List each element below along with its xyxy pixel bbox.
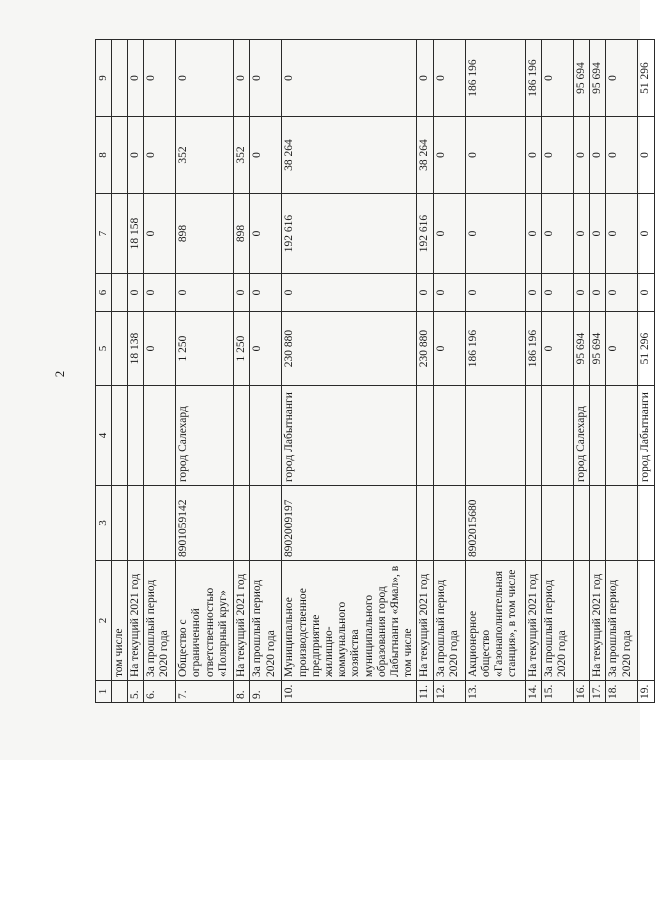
table-cell-col-5: 1 250 — [234, 312, 250, 386]
column-header: 3 — [96, 486, 112, 561]
table-cell-col-4 — [144, 386, 176, 486]
table-cell-col-9: 95 694 — [573, 40, 589, 117]
table-cell-col-9 — [111, 40, 127, 117]
table-cell-col-7: 18 158 — [127, 194, 143, 274]
table-row — [525, 40, 541, 703]
table-cell-col-1: 8. — [234, 681, 250, 703]
table-cell-col-6: 0 — [127, 274, 143, 312]
table-cell-col-3 — [590, 486, 606, 561]
data-table — [95, 39, 655, 703]
table-cell-col-3: 8902009197 — [282, 486, 417, 561]
table-cell-col-4: город Лабытнанги — [282, 386, 417, 486]
table-cell-col-6: 0 — [144, 274, 176, 312]
table-cell-col-7: 0 — [144, 194, 176, 274]
table-cell-col-6: 0 — [573, 274, 589, 312]
table-cell-col-5: 230 880 — [417, 312, 433, 386]
table-cell-col-7 — [111, 194, 127, 274]
table-cell-col-8: 352 — [176, 117, 234, 194]
table-row — [541, 40, 573, 703]
table-cell-col-2: Муниципальное производственное предприятие жилищно-коммунального хозяйства муниципального образования город Лабытнанги «Ямал», в том числе — [282, 561, 417, 681]
table-cell-col-1: 17. — [590, 681, 606, 703]
table-cell-col-2: На текущий 2021 год — [590, 561, 606, 681]
table-cell-col-8: 0 — [525, 117, 541, 194]
column-header: 8 — [96, 117, 112, 194]
table-cell-col-8: 0 — [144, 117, 176, 194]
column-header: 5 — [96, 312, 112, 386]
table-cell-col-2: За прошлый период 2020 года — [144, 561, 176, 681]
table-cell-col-3 — [144, 486, 176, 561]
table-cell-col-8: 0 — [465, 117, 525, 194]
column-header: 9 — [96, 40, 112, 117]
table-cell-col-6: 0 — [417, 274, 433, 312]
table-row — [417, 40, 433, 703]
table-cell-col-3 — [573, 486, 589, 561]
table-cell-col-1 — [111, 681, 127, 703]
table-cell-col-7: 0 — [606, 194, 638, 274]
table-cell-col-7: 898 — [234, 194, 250, 274]
table-cell-col-6: 0 — [525, 274, 541, 312]
table-cell-col-8: 0 — [590, 117, 606, 194]
table-cell-col-1: 7. — [176, 681, 234, 703]
table-cell-col-7: 0 — [525, 194, 541, 274]
table-cell-col-2: На текущий 2021 год — [525, 561, 541, 681]
table-cell-col-9: 186 196 — [465, 40, 525, 117]
table-cell-col-8: 0 — [433, 117, 465, 194]
table-cell-col-6: 0 — [176, 274, 234, 312]
table-cell-col-2: За прошлый период 2020 года — [606, 561, 638, 681]
table-cell-col-9: 0 — [176, 40, 234, 117]
table-cell-col-5: 95 694 — [573, 312, 589, 386]
table-cell-col-6: 0 — [433, 274, 465, 312]
table-cell-col-4 — [606, 386, 638, 486]
table-cell-col-1: 5. — [127, 681, 143, 703]
table-cell-col-8: 0 — [606, 117, 638, 194]
column-header: 7 — [96, 194, 112, 274]
table-cell-col-3: 8902015680 — [465, 486, 525, 561]
table-cell-col-8 — [111, 117, 127, 194]
table-cell-col-2: На текущий 2021 год — [127, 561, 143, 681]
table-cell-col-5: 1 250 — [176, 312, 234, 386]
table-cell-col-2: За прошлый период 2020 года — [541, 561, 573, 681]
table-cell-col-3 — [234, 486, 250, 561]
rotated-table-wrapper — [95, 40, 652, 703]
table-cell-col-9: 51 296 — [638, 40, 654, 117]
table-cell-col-7: 0 — [465, 194, 525, 274]
table-cell-col-4 — [525, 386, 541, 486]
table-cell-col-2: За прошлый период 2020 года — [433, 561, 465, 681]
table-cell-col-3 — [417, 486, 433, 561]
table-row — [433, 40, 465, 703]
table-cell-col-9: 0 — [282, 40, 417, 117]
table-cell-col-5: 0 — [606, 312, 638, 386]
table-cell-col-8: 0 — [127, 117, 143, 194]
table-cell-col-6: 0 — [606, 274, 638, 312]
table-cell-col-5: 0 — [144, 312, 176, 386]
table-cell-col-5: 51 296 — [638, 312, 654, 386]
table-cell-col-6: 0 — [282, 274, 417, 312]
table-cell-col-6: 0 — [234, 274, 250, 312]
table-cell-col-5: 186 196 — [465, 312, 525, 386]
table-row — [465, 40, 525, 703]
column-header: 4 — [96, 386, 112, 486]
table-cell-col-4 — [417, 386, 433, 486]
table-row — [144, 40, 176, 703]
table-cell-col-9: 0 — [144, 40, 176, 117]
table-cell-col-4 — [541, 386, 573, 486]
table-cell-col-4 — [111, 386, 127, 486]
table-cell-col-7: 0 — [250, 194, 282, 274]
table-cell-col-7: 0 — [541, 194, 573, 274]
table-cell-col-3 — [127, 486, 143, 561]
table-cell-col-8: 0 — [573, 117, 589, 194]
table-cell-col-8: 0 — [541, 117, 573, 194]
table-cell-col-7: 0 — [573, 194, 589, 274]
table-cell-col-1: 18. — [606, 681, 638, 703]
table-body — [111, 40, 654, 703]
table-row — [250, 40, 282, 703]
table-cell-col-4: город Лабытнанги — [638, 386, 654, 486]
table-cell-col-2: Общество с ограниченной ответственностью «Полярный круг» — [176, 561, 234, 681]
table-row — [127, 40, 143, 703]
table-cell-col-2: На текущий 2021 год — [234, 561, 250, 681]
table-cell-col-5: 0 — [250, 312, 282, 386]
table-cell-col-4 — [465, 386, 525, 486]
table-cell-col-9: 0 — [417, 40, 433, 117]
column-header: 1 — [96, 681, 112, 703]
table-cell-col-7: 0 — [590, 194, 606, 274]
table-row — [176, 40, 234, 703]
table-cell-col-1: 9. — [250, 681, 282, 703]
table-cell-col-7: 0 — [433, 194, 465, 274]
table-cell-col-3 — [606, 486, 638, 561]
table-cell-col-1: 14. — [525, 681, 541, 703]
table-cell-col-1: 15. — [541, 681, 573, 703]
table-cell-col-4 — [234, 386, 250, 486]
table-cell-col-4: город Салехард — [573, 386, 589, 486]
table-cell-col-1: 19. — [638, 681, 654, 703]
column-header: 2 — [96, 561, 112, 681]
table-cell-col-7: 0 — [638, 194, 654, 274]
table-cell-col-4 — [433, 386, 465, 486]
table-cell-col-1: 16. — [573, 681, 589, 703]
table-row — [606, 40, 638, 703]
table-cell-col-2 — [573, 561, 589, 681]
table-cell-col-8: 0 — [638, 117, 654, 194]
table-cell-col-7: 192 616 — [282, 194, 417, 274]
table-cell-col-2: Акционерное общество «Газонаполнительная станция», в том числе — [465, 561, 525, 681]
table-cell-col-9: 0 — [250, 40, 282, 117]
table-cell-col-3 — [250, 486, 282, 561]
table-cell-col-4: город Салехард — [176, 386, 234, 486]
table-cell-col-2: За прошлый период 2020 года — [250, 561, 282, 681]
table-cell-col-5 — [111, 312, 127, 386]
table-row — [573, 40, 589, 703]
table-cell-col-3: 8901059142 — [176, 486, 234, 561]
table-cell-col-3 — [541, 486, 573, 561]
table-row — [638, 40, 654, 703]
table-cell-col-1: 10. — [282, 681, 417, 703]
table-row — [234, 40, 250, 703]
table-cell-col-9: 0 — [234, 40, 250, 117]
table-cell-col-1: 11. — [417, 681, 433, 703]
table-cell-col-6: 0 — [638, 274, 654, 312]
table-cell-col-8: 38 264 — [417, 117, 433, 194]
table-cell-col-1: 6. — [144, 681, 176, 703]
table-cell-col-7: 192 616 — [417, 194, 433, 274]
table-cell-col-6: 0 — [541, 274, 573, 312]
table-cell-col-3 — [111, 486, 127, 561]
table-cell-col-9: 0 — [433, 40, 465, 117]
table-cell-col-4 — [590, 386, 606, 486]
table-row — [282, 40, 417, 703]
table-cell-col-3 — [525, 486, 541, 561]
table-cell-col-5: 230 880 — [282, 312, 417, 386]
table-cell-col-3 — [433, 486, 465, 561]
table-cell-col-6: 0 — [250, 274, 282, 312]
table-cell-col-5: 0 — [433, 312, 465, 386]
table-cell-col-2 — [638, 561, 654, 681]
table-cell-col-9: 186 196 — [525, 40, 541, 117]
header-row — [96, 40, 112, 703]
table-cell-col-6 — [111, 274, 127, 312]
page-number: 2 — [52, 370, 67, 378]
table-cell-col-2: том числе — [111, 561, 127, 681]
table-cell-col-8: 0 — [250, 117, 282, 194]
table-cell-col-1: 12. — [433, 681, 465, 703]
table-cell-col-6: 0 — [465, 274, 525, 312]
column-header: 6 — [96, 274, 112, 312]
table-row — [590, 40, 606, 703]
table-cell-col-9: 0 — [127, 40, 143, 117]
table-row — [111, 40, 127, 703]
table-cell-col-9: 0 — [606, 40, 638, 117]
table-cell-col-8: 352 — [234, 117, 250, 194]
table-cell-col-1: 13. — [465, 681, 525, 703]
table-cell-col-6: 0 — [590, 274, 606, 312]
table-cell-col-5: 95 694 — [590, 312, 606, 386]
table-cell-col-5: 0 — [541, 312, 573, 386]
table-cell-col-7: 898 — [176, 194, 234, 274]
table-cell-col-9: 95 694 — [590, 40, 606, 117]
table-cell-col-4 — [250, 386, 282, 486]
table-cell-col-4 — [127, 386, 143, 486]
table-cell-col-8: 38 264 — [282, 117, 417, 194]
table-cell-col-5: 186 196 — [525, 312, 541, 386]
table-cell-col-9: 0 — [541, 40, 573, 117]
table-cell-col-2: На текущий 2021 год — [417, 561, 433, 681]
table-cell-col-5: 18 138 — [127, 312, 143, 386]
table-cell-col-3 — [638, 486, 654, 561]
